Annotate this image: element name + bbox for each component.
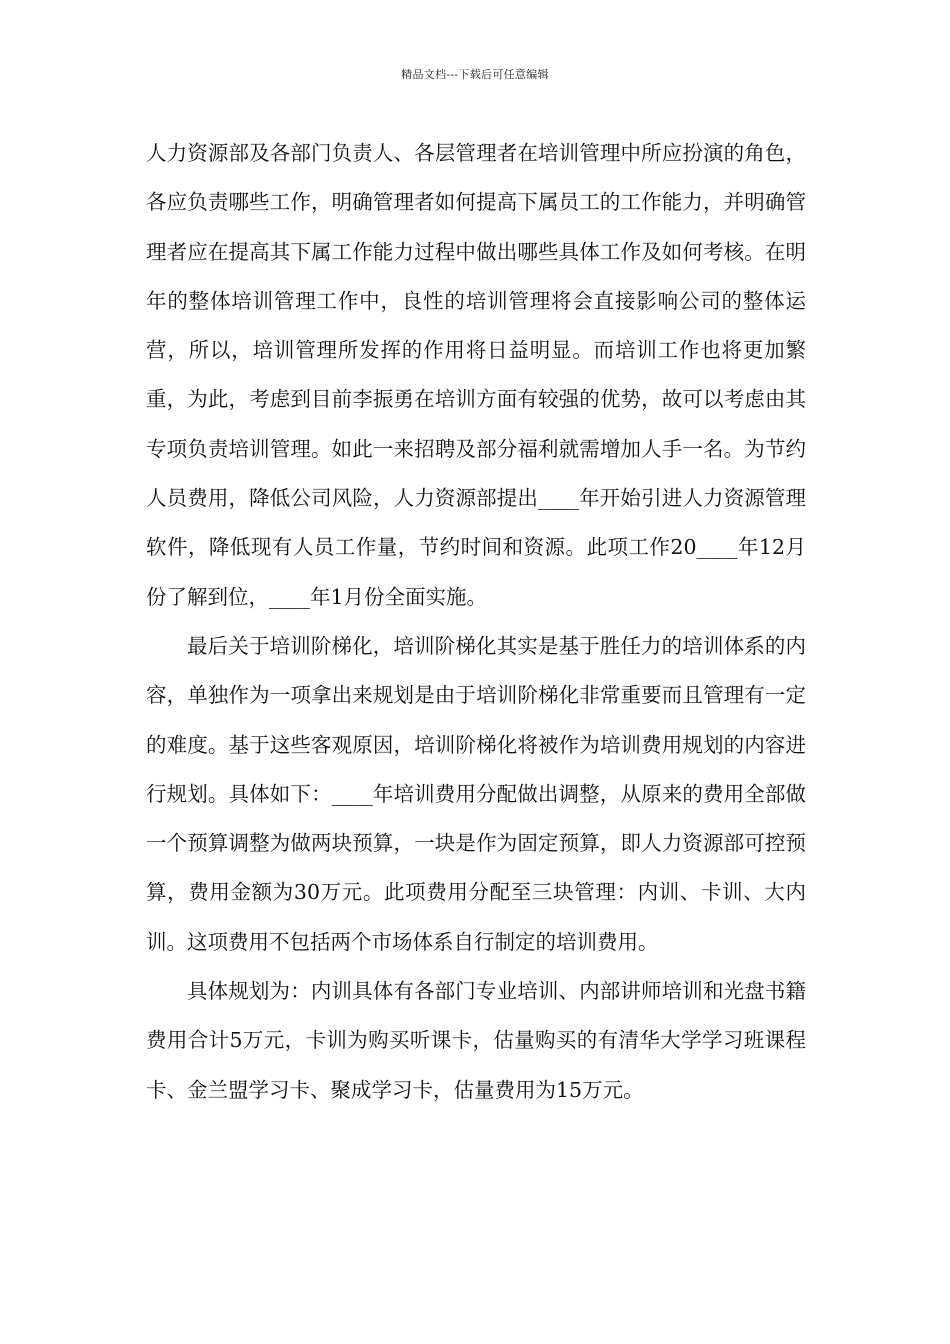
paragraph-1: 人力资源部及各部门负责人、各层管理者在培训管理中所应扮演的角色，各应负责哪些工作，明确管理者如何提高下属员工的工作能力，并明确管理者应在提高其下属工作能力过程中做出哪些具体工作及如何考核。在明年的整体培训管理工作中，良性的培训管理将会直接影响公司的整体运营，所以，培训管理所发挥的作用将日益明显。而培训工作也将更加繁重，为此，考虑到目前李振勇在培训方面有较强的优势，故可以考虑由其专项负责培训管理。如此一来招聘及部分福利就需增加人手一名。为节约人员费用，降低公司风险，人力资源部提出____年开始引进人力资源管理软件，降低现有人员工作量，节约时间和资源。此项工作20____年12月份了解到位，____年1月份全面实施。 bbox=[146, 141, 806, 609]
paragraph-3: 具体规划为：内训具体有各部门专业培训、内部讲师培训和光盘书籍费用合计5万元，卡训为购买听课卡，估量购买的有清华大学学习班课程卡、金兰盟学习卡、聚成学习卡，估量费用为15万元。 bbox=[146, 979, 806, 1102]
paragraph-2: 最后关于培训阶梯化，培训阶梯化其实是基于胜任力的培训体系的内容，单独作为一项拿出来规划是由于培训阶梯化非常重要而且管理有一定的难度。基于这些客观原因，培训阶梯化将被作为培训费用规划的内容进行规划。具体如下：____年培训费用分配做出调整，从原来的费用全部做一个预算调整为做两块预算，一块是作为固定预算，即人力资源部可控预算，费用金额为30万元。此项费用分配至三块管理：内训、卡训、大内训。这项费用不包括两个市场体系自行制定的培训费用。 bbox=[146, 633, 806, 954]
page-header: 精品文档---下载后可任意编辑 bbox=[401, 68, 549, 81]
document-body bbox=[146, 129, 806, 1115]
